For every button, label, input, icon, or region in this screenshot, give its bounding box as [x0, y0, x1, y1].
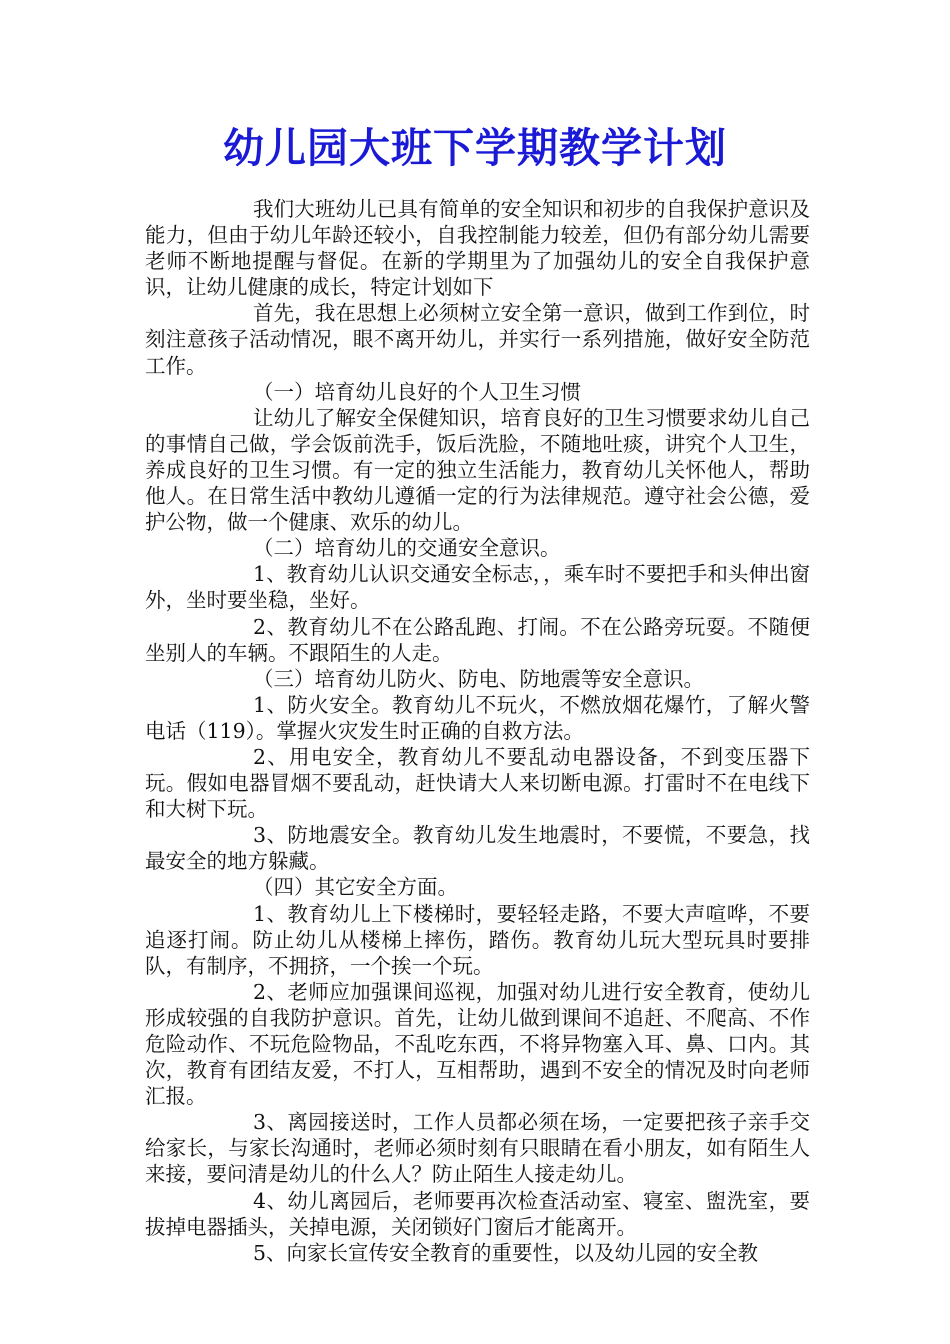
section-heading: （四）其它安全方面。	[253, 875, 458, 900]
list-item: 1、防火安全。教育幼儿不玩火，不燃放烟花爆竹，了解火警电话（119）。掌握火灾发生时正确的自救方法。	[145, 692, 810, 743]
list-item: 2、老师应加强课间巡视，加强对幼儿进行安全教育，使幼儿形成较强的自我防护意识。首先，让幼儿做到课间不追赶、不爬高、不作危险动作、不玩危险物品，不乱吃东西，不将异物塞入耳、鼻、口内。其次，教育有团结友爱，不打人，互相帮助，遇到不安全的情况及时向老师汇报。	[145, 979, 810, 1109]
section-heading: （二）培育幼儿的交通安全意识。	[253, 536, 561, 561]
list-item: 2、教育幼儿不在公路乱跑、打闹。不在公路旁玩耍。不随便坐别人的车辆。不跟陌生的人走。	[145, 614, 810, 665]
section-heading: （一）培育幼儿良好的个人卫生习惯	[253, 379, 581, 404]
list-item: 3、离园接送时，工作人员都必须在场，一定要把孩子亲手交给家长，与家长沟通时，老师必须时刻有只眼睛在看小朋友，如有陌生人来接，要问清是幼儿的什么人？防止陌生人接走幼儿。	[145, 1110, 810, 1187]
list-item: 2、用电安全，教育幼儿不要乱动电器设备，不到变压器下玩。假如电器冒烟不要乱动，赶快请大人来切断电源。打雷时不在电线下和大树下玩。	[145, 744, 810, 822]
paragraph: 让幼儿了解安全保健知识，培育良好的卫生习惯要求幼儿自己的事情自己做，学会饭前洗手，饭后洗脸，不随地吐痰，讲究个人卫生，养成良好的卫生习惯。有一定的独立生活能力，教育幼儿关怀他人，帮助他人。在日常生活中教幼儿遵循一定的行为法律规范。遵守社会公德，爱护公物，做一个健康、欢乐的幼儿。	[145, 405, 810, 535]
document-title: 幼儿园大班下学期教学计划	[223, 124, 727, 172]
section-heading: （三）培育幼儿防火、防电、防地震等安全意识。	[253, 666, 704, 691]
list-item: 3、防地震安全。教育幼儿发生地震时，不要慌，不要急，找最安全的地方躲藏。	[145, 823, 810, 874]
list-item: 1、教育幼儿上下楼梯时，要轻轻走路，不要大声喧哗，不要追逐打闹。防止幼儿从楼梯上摔伤，踏伤。教育幼儿玩大型玩具时要排队，有制序，不拥挤，一个挨一个玩。	[145, 901, 810, 978]
list-item: 4、幼儿离园后，老师要再次检查活动室、寝室、盥洗室，要拔掉电器插头，关掉电源，关闭锁好门窗后才能离开。	[145, 1188, 810, 1239]
document-body	[145, 196, 810, 1266]
paragraph: 首先，我在思想上必须树立安全第一意识，做到工作到位，时刻注意孩子活动情况，眼不离开幼儿，并实行一系列措施，做好安全防范工作。	[145, 301, 810, 378]
list-item: 5、向家长宣传安全教育的重要性，以及幼儿园的安全教	[253, 1240, 759, 1265]
paragraph: 我们大班幼儿已具有简单的安全知识和初步的自我保护意识及能力，但由于幼儿年龄还较小，自我控制能力较差，但仍有部分幼儿需要老师不断地提醒与督促。在新的学期里为了加强幼儿的安全自我保护意识，让幼儿健康的成长，特定计划如下	[145, 197, 810, 300]
list-item: 1、教育幼儿认识交通安全标志，，乘车时不要把手和头伸出窗外，坐时要坐稳，坐好。	[145, 562, 810, 613]
